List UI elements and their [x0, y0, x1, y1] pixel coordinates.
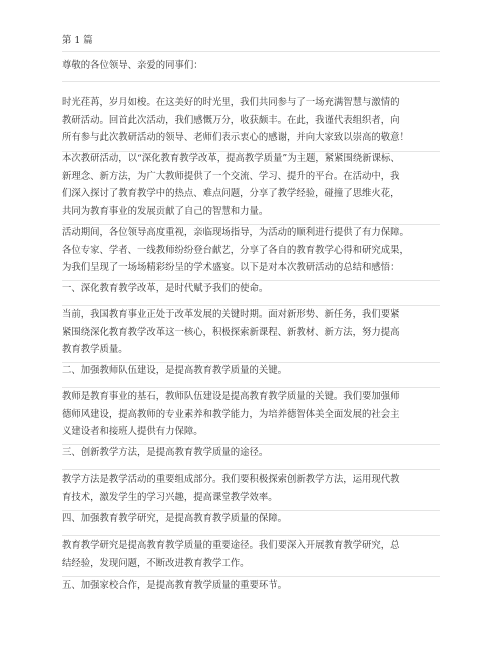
paragraph-5: 教师是教育事业的基石，教师队伍建设是提高教育教学质量的关键。我们要加强师 德师风建设，提高教师的专业素养和教学能力，为培养德智体美全面发展的社会主 义建设者和接班人提供有力保障。	[62, 391, 400, 437]
paragraph-1: 时光荏苒，岁月如梭。在这美好的时光里，我们共同参与了一场充满智慧与激情的 教研活动。回首此次活动，我们感慨万分，收获颇丰。在此，我谨代表组织者，向 所有参与此次教研活动的领导、老师们表示衷心的感谢，并向大家致以崇高的敬意！	[62, 97, 409, 143]
paragraph-2: 本次教研活动，以“深化教育教学改革，提高教学质量”为主题，紧紧围绕新课标、 新理念、新方法，为广大教师提供了一个交流、学习、提升的平台。在活动中，我 们深入探讨了教育教学中的热点、难点问题，分享了教学经验，碰撞了思维火花， 共同为教育事业的发展贡献了自己的智慧和力量。	[62, 153, 400, 217]
divider	[62, 51, 440, 52]
paragraph-4: 当前，我国教育事业正处于改革发展的关键时期。面对新形势、新任务，我们要紧 紧围绕深化教育教学改革这一核心，积极探索新课程、新教材、新方法，努力提高 教育教学质量。	[62, 309, 400, 355]
paragraph-3: 活动期间，各位领导高度重视，亲临现场指导，为活动的顺利进行提供了有力保障。 各位专家、学者、一线教师纷纷登台献艺，分享了各自的教育教学心得和研究成果， 为我们呈现了一场场精彩纷呈的学术盛宴。以下是对本次教研活动的总结和感悟：	[62, 227, 409, 273]
divider	[62, 535, 440, 536]
paragraph-6: 教学方法是教学活动的重要组成部分。我们要积极探索创新教学方法，运用现代教 育技术，激发学生的学习兴趣，提高课堂教学效率。	[62, 474, 400, 503]
salutation: 尊敬的各位领导、亲爱的同事们：	[62, 60, 203, 71]
paragraph-7: 教育教学研究是提高教育教学质量的重要途径。我们要深入开展教育教学研究，总 结经验，发现问题，不断改进教育教学工作。	[62, 540, 400, 569]
divider	[62, 469, 440, 470]
document-heading: 第 1 篇	[62, 35, 93, 46]
section-heading-4: 四、加强教育教学研究，是提高教育教学质量的保障。	[62, 513, 288, 524]
divider	[62, 81, 440, 82]
section-heading-5: 五、加强家校合作，是提高教育教学质量的重要环节。	[62, 580, 288, 591]
section-heading-3: 三、创新教学方法，是提高教育教学质量的途径。	[62, 447, 269, 458]
section-heading-1: 一、深化教育教学改革，是时代赋予我们的使命。	[62, 283, 269, 294]
section-heading-2: 二、加强教师队伍建设，是提高教育教学质量的关键。	[62, 365, 288, 376]
